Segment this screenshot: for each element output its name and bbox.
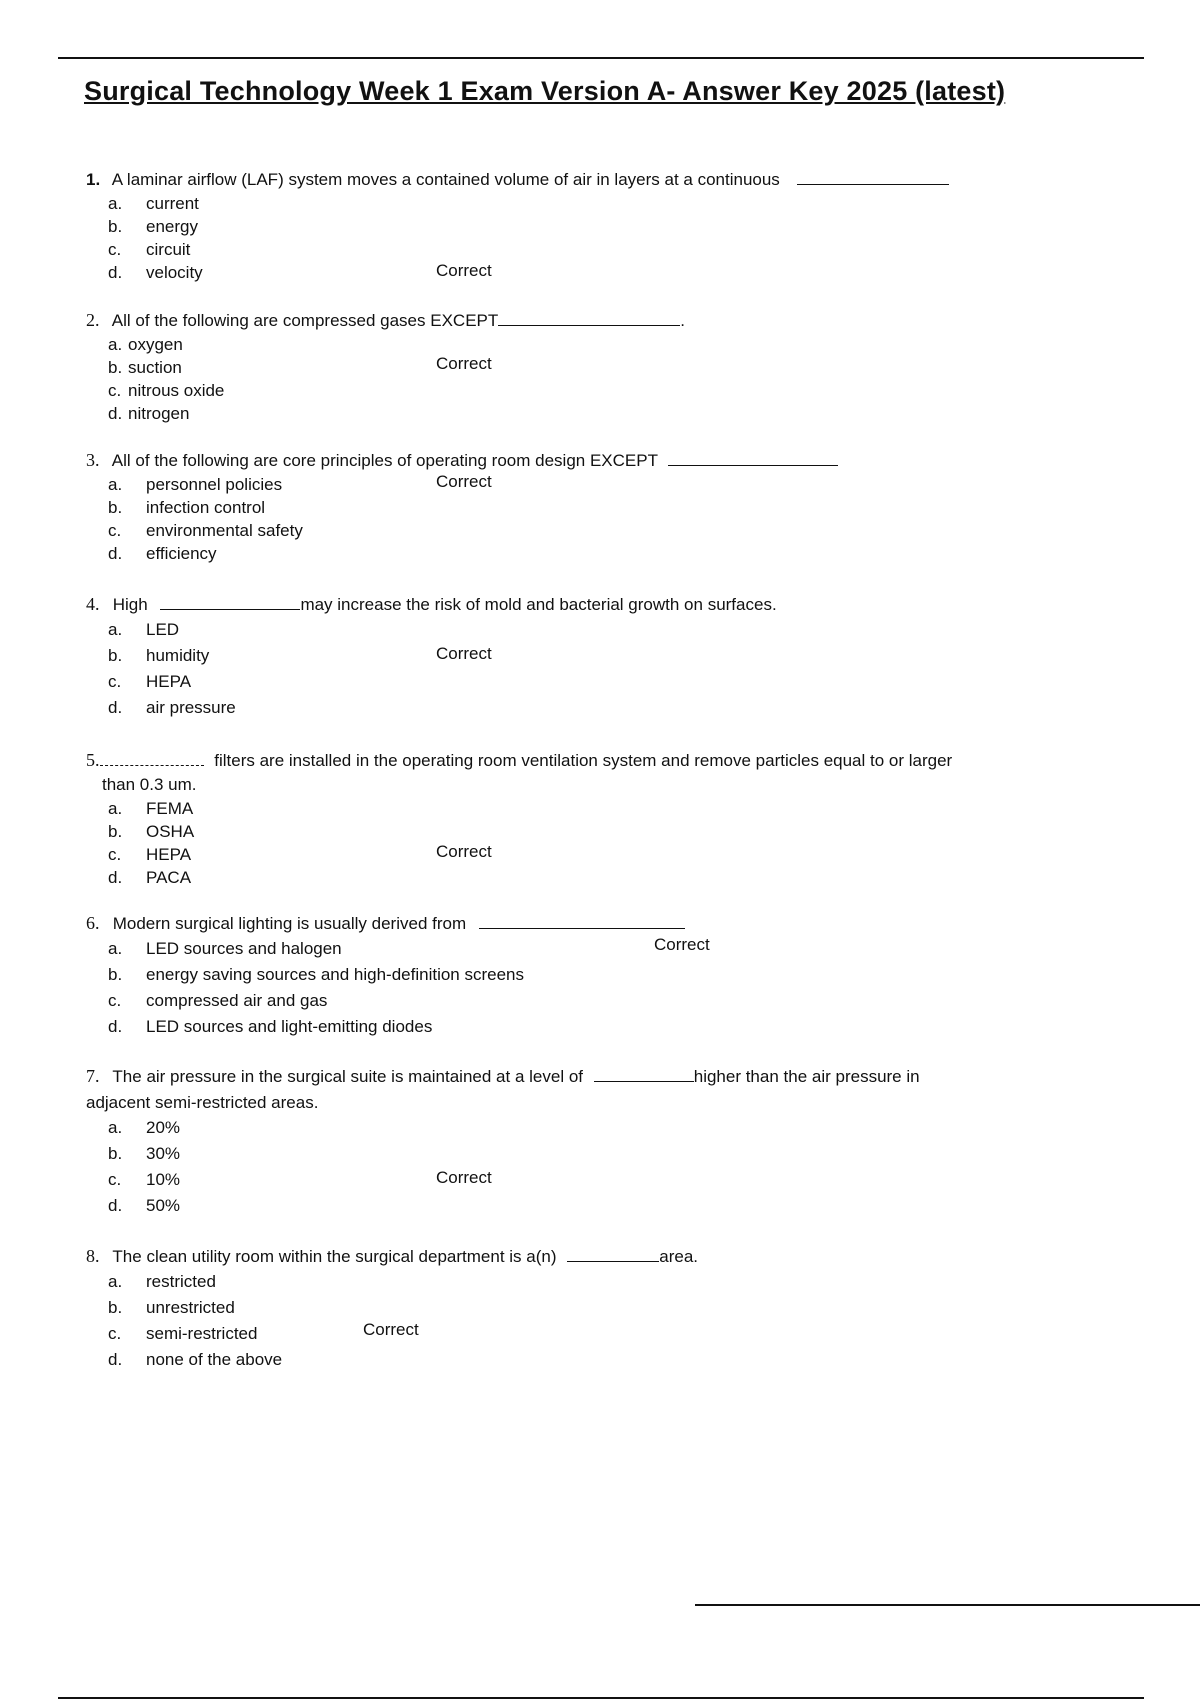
option-c: c. HEPA: [108, 845, 192, 864]
option-c: c. nitrous oxide: [108, 381, 225, 400]
option-b: b. energy saving sources and high-definition screens: [108, 965, 525, 984]
question-number: 8.: [86, 1246, 100, 1266]
option-a: a. LED: [108, 620, 180, 639]
option-a: a. current: [108, 194, 199, 213]
option-c: c. circuit: [108, 240, 191, 259]
option-a: a. FEMA: [108, 799, 194, 818]
correct-marker: Correct: [654, 935, 710, 954]
question-stem: [86, 1244, 1126, 1269]
stem-text: All of the following are core principles of operating room design EXCEPT: [111, 451, 658, 470]
option-d: d. air pressure: [108, 698, 236, 717]
answer-blank: [594, 1067, 694, 1082]
question-stem: [86, 911, 1126, 936]
option-c: c. environmental safety: [108, 521, 303, 540]
option-d: d. LED sources and light-emitting diodes: [108, 1017, 433, 1036]
option-b: b. unrestricted: [108, 1298, 235, 1317]
signature-rule: [695, 1604, 1200, 1606]
stem-text: All of the following are compressed gases EXCEPT: [111, 311, 499, 330]
option-b: b. suction: [108, 358, 182, 377]
answer-blank: [567, 1247, 659, 1262]
question-6: [86, 911, 1126, 1040]
page-title: Surgical Technology Week 1 Exam Version A- Answer Key 2025 (latest): [84, 76, 1006, 106]
top-rule: [58, 57, 1144, 59]
stem-text: The clean utility room within the surgical department is a(n): [112, 1247, 557, 1266]
option-list: [86, 797, 1126, 889]
question-2: [86, 308, 1126, 425]
stem-text: The air pressure in the surgical suite is maintained at a level of: [112, 1067, 583, 1086]
bottom-rule: [58, 1697, 1144, 1699]
question-4: [86, 592, 1126, 721]
answer-blank: [479, 914, 685, 929]
question-number: 7.: [86, 1066, 100, 1086]
correct-marker: Correct: [436, 354, 492, 373]
question-stem-continued: than 0.3 um.: [102, 775, 197, 794]
option-a: a. LED sources and halogen: [108, 939, 342, 958]
option-b: b. 30%: [108, 1144, 181, 1163]
question-number: 2.: [86, 310, 100, 330]
question-3: [86, 448, 1126, 565]
option-a: a. 20%: [108, 1118, 181, 1137]
question-stem: [86, 592, 1126, 617]
option-b: b. energy: [108, 217, 198, 236]
question-number: 1.: [86, 170, 101, 189]
question-stem: [86, 168, 1126, 192]
option-list: [86, 936, 1126, 1040]
stem-text: filters are installed in the operating room ventilation system and remove particles equal to or larger: [214, 751, 953, 770]
option-a: a. personnel policies: [108, 475, 283, 494]
option-list: [86, 473, 1126, 565]
option-list: [86, 192, 1126, 284]
option-c: c. HEPA: [108, 672, 192, 691]
answer-blank: [100, 751, 204, 766]
option-b: b. humidity: [108, 646, 210, 665]
correct-marker: Correct: [436, 472, 492, 491]
question-number: 6.: [86, 913, 100, 933]
question-stem: [86, 1064, 1126, 1089]
answer-blank: [797, 170, 949, 185]
stem-text: Modern surgical lighting is usually derived from: [112, 914, 467, 933]
option-b: b. infection control: [108, 498, 266, 517]
option-d: d. 50%: [108, 1196, 181, 1215]
option-d: d. nitrogen: [108, 404, 190, 423]
correct-marker: Correct: [363, 1320, 419, 1339]
option-b: b. OSHA: [108, 822, 195, 841]
stem-text-end: higher than the air pressure in: [693, 1067, 920, 1086]
option-list: [86, 333, 1126, 425]
stem-text: A laminar airflow (LAF) system moves a contained volume of air in layers at a continuous: [111, 170, 780, 189]
correct-marker: Correct: [436, 1168, 492, 1187]
stem-text: High: [112, 595, 148, 614]
question-8: [86, 1244, 1126, 1373]
question-stem: [86, 448, 1126, 473]
option-d: d. velocity: [108, 263, 203, 282]
stem-text-end: may increase the risk of mold and bacterial growth on surfaces.: [300, 595, 777, 614]
option-d: d. none of the above: [108, 1350, 283, 1369]
question-1: [86, 168, 1126, 284]
question-5: [86, 748, 1126, 889]
correct-marker: Correct: [436, 261, 492, 280]
question-7: [86, 1064, 1126, 1219]
question-number: 3.: [86, 450, 100, 470]
correct-marker: Correct: [436, 842, 492, 861]
option-list: [86, 1115, 1126, 1219]
stem-text-end: .: [680, 311, 685, 330]
answer-blank: [668, 451, 838, 466]
question-stem-continued: adjacent semi-restricted areas.: [86, 1093, 319, 1112]
option-c: c. compressed air and gas: [108, 991, 328, 1010]
option-d: d. PACA: [108, 868, 192, 887]
question-stem: [86, 748, 1126, 773]
stem-text-end: area.: [659, 1247, 698, 1266]
answer-blank: [498, 311, 680, 326]
answer-blank: [160, 595, 300, 610]
question-stem: [86, 308, 1126, 333]
question-number: 5.: [86, 750, 100, 770]
option-d: d. efficiency: [108, 544, 217, 563]
option-a: a. restricted: [108, 1272, 216, 1291]
option-c: c. semi-restricted: [108, 1324, 258, 1343]
option-list: [86, 1269, 1126, 1373]
option-list: [86, 617, 1126, 721]
option-a: a. oxygen: [108, 335, 183, 354]
option-c: c. 10%: [108, 1170, 181, 1189]
correct-marker: Correct: [436, 644, 492, 663]
question-number: 4.: [86, 594, 100, 614]
